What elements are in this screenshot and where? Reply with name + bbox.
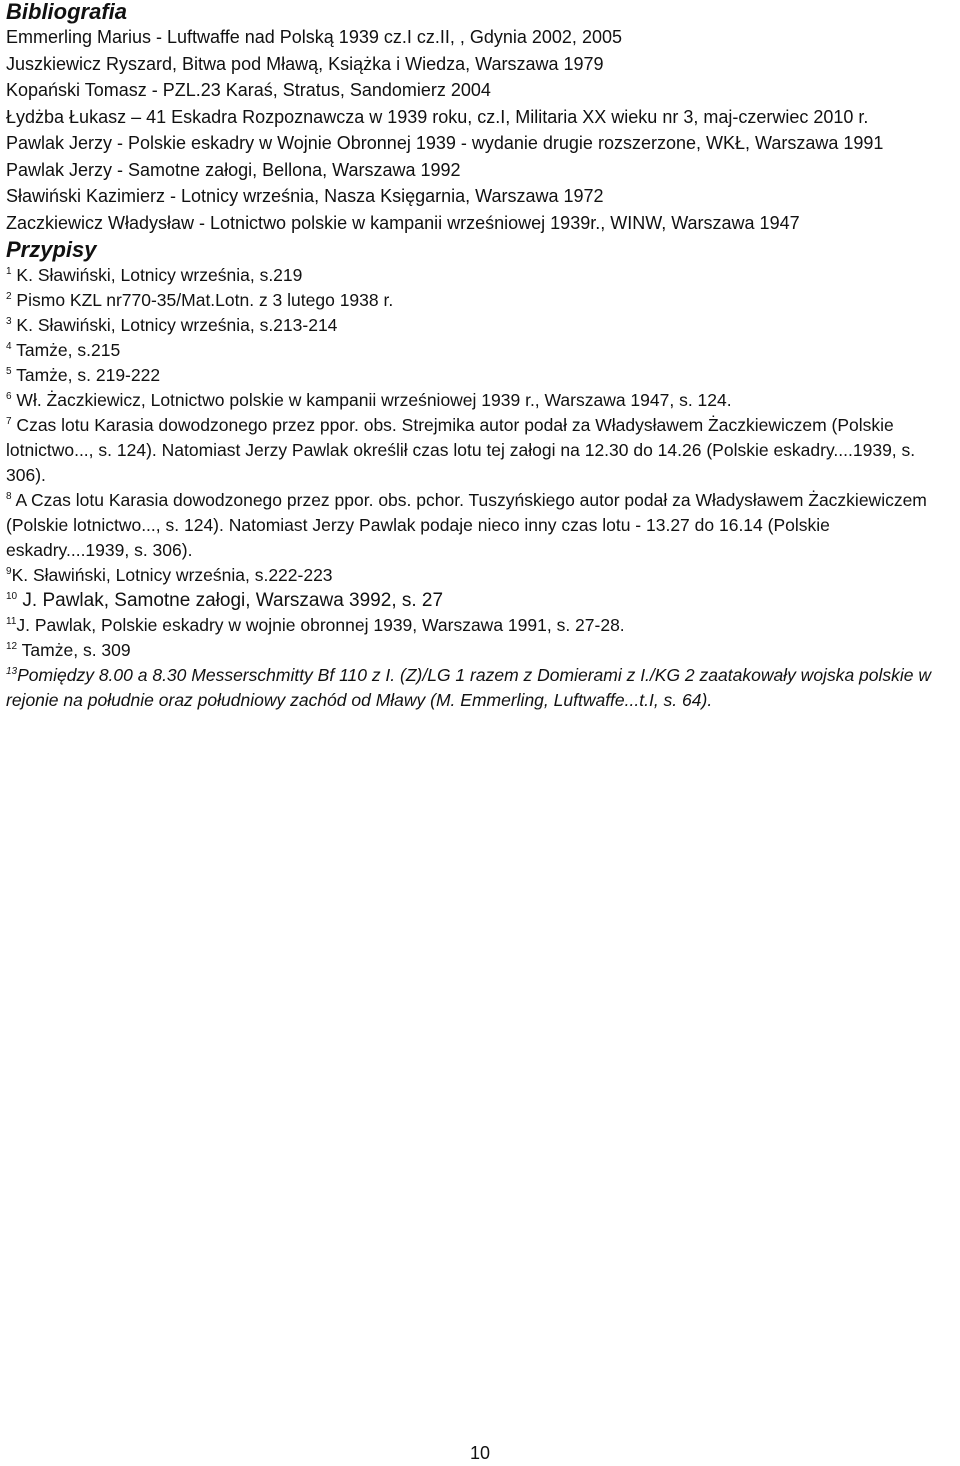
footnote bbox=[6, 363, 956, 388]
footnote-text: Tamże, s. 219-222 bbox=[11, 365, 161, 385]
footnotes-heading: Przypisy bbox=[6, 237, 97, 262]
footnote-text: K. Sławiński, Lotnicy września, s.213-214 bbox=[11, 315, 338, 335]
footnote-number: 11 bbox=[6, 616, 17, 627]
footnote-text: J. Pawlak, Samotne załogi, Warszawa 3992, s. 27 bbox=[17, 590, 444, 611]
footnote-text: J. Pawlak, Polskie eskadry w wojnie obronnej 1939, Warszawa 1991, s. 27-28. bbox=[16, 615, 625, 635]
footnote-text: Wł. Żaczkiewicz, Lotnictwo polskie w kampanii wrześniowej 1939 r., Warszawa 1947, s. 124. bbox=[11, 390, 732, 410]
footnote-number: 5 bbox=[6, 366, 12, 377]
bibliography-entry: Emmerling Marius - Luftwaffe nad Polską 1939 cz.I cz.II, , Gdynia 2002, 2005 bbox=[6, 27, 622, 47]
footnote-number: 4 bbox=[6, 341, 12, 352]
footnote bbox=[6, 563, 956, 588]
footnote bbox=[6, 663, 956, 713]
footnote-number: 7 bbox=[6, 416, 12, 427]
footnote-number: 13 bbox=[6, 666, 18, 677]
page-number: 10 bbox=[469, 1443, 491, 1463]
footnote-text: Tamże, s. 309 bbox=[17, 640, 131, 660]
footnote-text: K. Sławiński, Lotnicy września, s.219 bbox=[11, 265, 303, 285]
footnote bbox=[6, 488, 956, 563]
footnote bbox=[6, 613, 956, 638]
bibliography-entry: Pawlak Jerzy - Samotne załogi, Bellona, Warszawa 1992 bbox=[6, 159, 461, 180]
footnote-number: 1 bbox=[6, 266, 12, 277]
footnote-number: 10 bbox=[6, 591, 18, 602]
bibliography-entry: Zaczkiewicz Władysław - Lotnictwo polskie w kampanii wrześniowej 1939r., WINW, Warszawa 1947 bbox=[6, 212, 800, 233]
footnote-text: Pismo KZL nr770-35/Mat.Lotn. z 3 lutego 1938 r. bbox=[11, 290, 394, 310]
bibliography-entry: Pawlak Jerzy - Polskie eskadry w Wojnie Obronnej 1939 - wydanie drugie rozszerzone, WKŁ, Warszawa 1991 bbox=[6, 133, 884, 153]
bibliography-entry: Łydżba Łukasz – 41 Eskadra Rozpoznawcza w 1939 roku, cz.I, Militaria XX wieku nr 3, maj-czerwiec 2010 r. bbox=[6, 106, 869, 127]
bibliography-heading: Bibliografia bbox=[6, 0, 128, 24]
bibliography-entry: Sławiński Kazimierz - Lotnicy września, Nasza Księgarnia, Warszawa 1972 bbox=[6, 186, 604, 206]
footnote-text: K. Sławiński, Lotnicy września, s.222-223 bbox=[11, 565, 333, 585]
bibliography-entry: Juszkiewicz Ryszard, Bitwa pod Mławą, Książka i Wiedza, Warszawa 1979 bbox=[6, 53, 604, 74]
footnote-text: A Czas lotu Karasia dowodzonego przez ppor. obs. pchor. Tuszyńskiego autor podał za Władysławem Żaczkiewiczem (Polskie lotnictwo..., s. 124). Natomiast Jerzy Pawlak podaje nieco inny czas lotu - 13.27 do 16.14 (Polskie eskadry....1939, s. 306). bbox=[6, 490, 927, 560]
footnote bbox=[6, 588, 956, 613]
footnote bbox=[6, 288, 956, 313]
footnote bbox=[6, 313, 956, 338]
footnote-number: 2 bbox=[6, 291, 12, 302]
footnote-number: 12 bbox=[6, 641, 18, 652]
footnote-text: Pomiędzy 8.00 a 8.30 Messerschmitty Bf 110 z I. (Z)/LG 1 razem z Domierami z I./KG 2 zaatakowały wojska polskie w rejonie na południe oraz południowy zachód od Mławy (M. Emmerling, Luftwaffe...t.I, s. 64). bbox=[6, 665, 932, 710]
footnote-number: 8 bbox=[6, 491, 12, 502]
footnote bbox=[6, 413, 956, 488]
footnote bbox=[6, 338, 956, 363]
footnotes-list bbox=[6, 263, 956, 713]
footnote bbox=[6, 638, 956, 663]
footnote bbox=[6, 388, 956, 413]
bibliography-list bbox=[6, 24, 956, 236]
footnote-text: Czas lotu Karasia dowodzonego przez ppor. obs. Strejmika autor podał za Władysławem Żaczkiewiczem (Polskie lotnictwo..., s. 124). Natomiast Jerzy Pawlak określił czas lotu tej załogi na 12.30 do 14.26 (Polskie eskadry....1939, s. 306). bbox=[6, 415, 916, 485]
footnote-number: 3 bbox=[6, 316, 12, 327]
footnote bbox=[6, 263, 956, 288]
footnote-number: 9 bbox=[6, 566, 12, 577]
footnote-number: 6 bbox=[6, 391, 12, 402]
document-page bbox=[6, 0, 956, 713]
bibliography-entry: Kopański Tomasz - PZL.23 Karaś, Stratus, Sandomierz 2004 bbox=[6, 80, 491, 100]
footnote-text: Tamże, s.215 bbox=[11, 340, 121, 360]
